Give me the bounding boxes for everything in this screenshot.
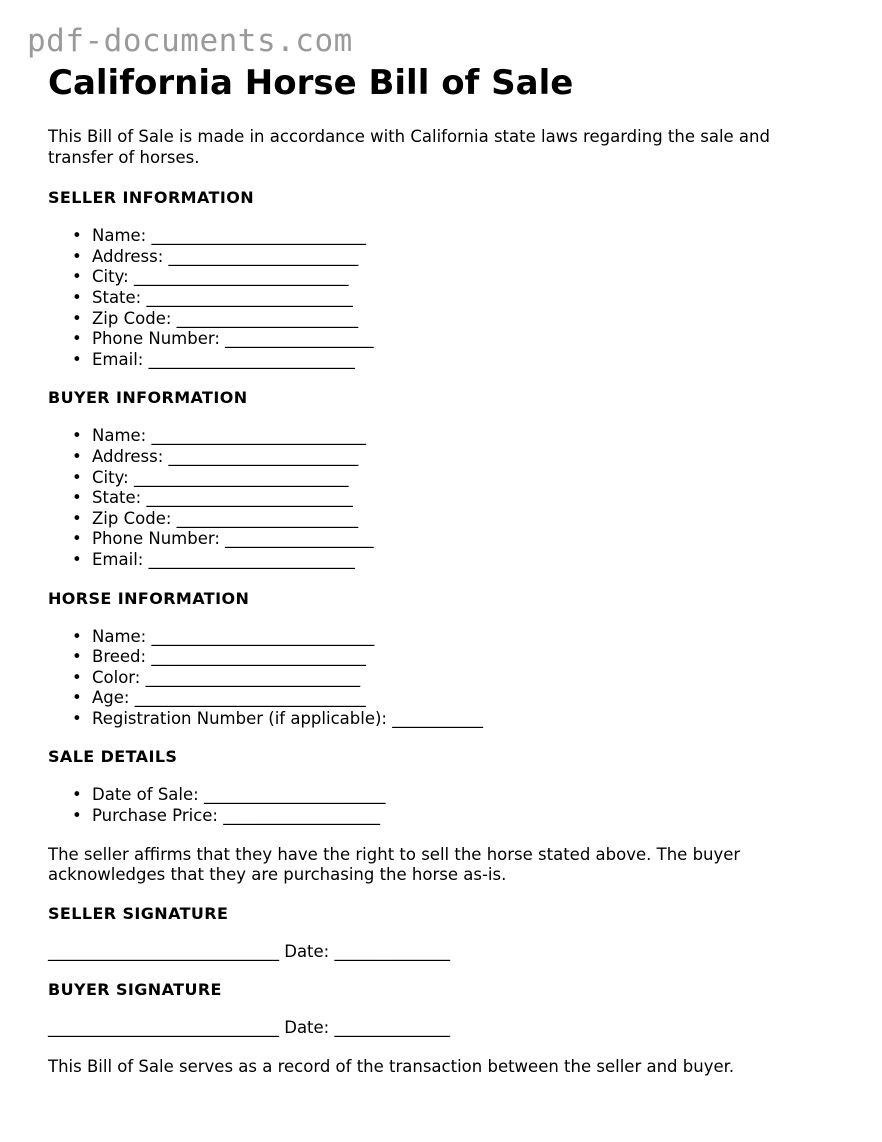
seller-information-heading: SELLER INFORMATION [48, 188, 254, 208]
bullet-icon: • [72, 806, 82, 826]
buyer-city-field[interactable]: • City: __________________________ [72, 467, 349, 487]
seller-zip-field[interactable]: • Zip Code: ______________________ [72, 308, 359, 328]
document-body [48, 127, 838, 1078]
buyer-phone-field[interactable]: • Phone Number: __________________ [72, 529, 374, 549]
buyer-signature-heading: BUYER SIGNATURE [48, 980, 222, 1000]
bullet-icon: • [72, 549, 82, 569]
bullet-icon: • [72, 226, 82, 246]
purchase-price-field[interactable]: • Purchase Price: ___________________ [72, 806, 380, 826]
closing-paragraph: This Bill of Sale serves as a record of the transaction between the seller and buyer. [48, 1057, 735, 1077]
horse-breed-field[interactable]: • Breed: __________________________ [72, 647, 366, 667]
bullet-icon: • [72, 508, 82, 528]
bullet-icon: • [72, 667, 82, 687]
buyer-address-field[interactable]: • Address: _______________________ [72, 446, 359, 466]
buyer-information-heading: BUYER INFORMATION [48, 388, 248, 408]
bullet-icon: • [72, 785, 82, 805]
buyer-email-field[interactable]: • Email: _________________________ [72, 549, 355, 569]
bullet-icon: • [72, 488, 82, 508]
horse-information-heading: HORSE INFORMATION [48, 588, 250, 608]
horse-age-field[interactable]: • Age: ____________________________ [72, 688, 366, 708]
bullet-icon: • [72, 246, 82, 266]
bullet-icon: • [72, 708, 82, 728]
intro-paragraph: This Bill of Sale is made in accordance with California state laws regarding the sale and transfer of horses. [48, 127, 770, 167]
horse-color-field[interactable]: • Color: __________________________ [72, 667, 361, 687]
bullet-icon: • [72, 426, 82, 446]
buyer-state-field[interactable]: • State: _________________________ [72, 488, 353, 508]
buyer-name-field[interactable]: • Name: __________________________ [72, 426, 366, 446]
sale-details-heading: SALE DETAILS [48, 747, 178, 767]
bullet-icon: • [72, 446, 82, 466]
document-title: California Horse Bill of Sale [48, 63, 574, 103]
seller-signature-line[interactable]: ____________________________ Date: ______________ [48, 941, 450, 961]
buyer-signature-line[interactable]: ____________________________ Date: ______________ [48, 1018, 450, 1038]
bullet-icon: • [72, 467, 82, 487]
seller-city-field[interactable]: • City: __________________________ [72, 267, 349, 287]
horse-name-field[interactable]: • Name: ___________________________ [72, 626, 375, 646]
bullet-icon: • [72, 626, 82, 646]
affirmation-paragraph: The seller affirms that they have the right to sell the horse stated above. The buyer acknowledges that they are purchasing the horse as-is. [48, 844, 741, 885]
seller-signature-heading: SELLER SIGNATURE [48, 903, 229, 923]
bullet-icon: • [72, 308, 82, 328]
bullet-icon: • [72, 647, 82, 667]
seller-state-field[interactable]: • State: _________________________ [72, 287, 353, 307]
seller-phone-field[interactable]: • Phone Number: __________________ [72, 329, 374, 349]
bullet-icon: • [72, 287, 82, 307]
seller-address-field[interactable]: • Address: _______________________ [72, 246, 359, 266]
buyer-zip-field[interactable]: • Zip Code: ______________________ [72, 508, 359, 528]
watermark: pdf-documents.com [27, 23, 353, 59]
seller-email-field[interactable]: • Email: _________________________ [72, 349, 355, 369]
buyer-information-list [48, 426, 838, 570]
bullet-icon: • [72, 349, 82, 369]
sale-date-field[interactable]: • Date of Sale: ______________________ [72, 785, 386, 805]
horse-registration-field[interactable]: • Registration Number (if applicable): ___________ [72, 708, 483, 728]
bullet-icon: • [72, 329, 82, 349]
sale-details-list [48, 785, 838, 826]
bullet-icon: • [72, 267, 82, 287]
bullet-icon: • [72, 688, 82, 708]
bullet-icon: • [72, 529, 82, 549]
seller-name-field[interactable]: • Name: __________________________ [72, 226, 366, 246]
seller-information-list [48, 226, 838, 370]
horse-information-list [48, 627, 838, 730]
